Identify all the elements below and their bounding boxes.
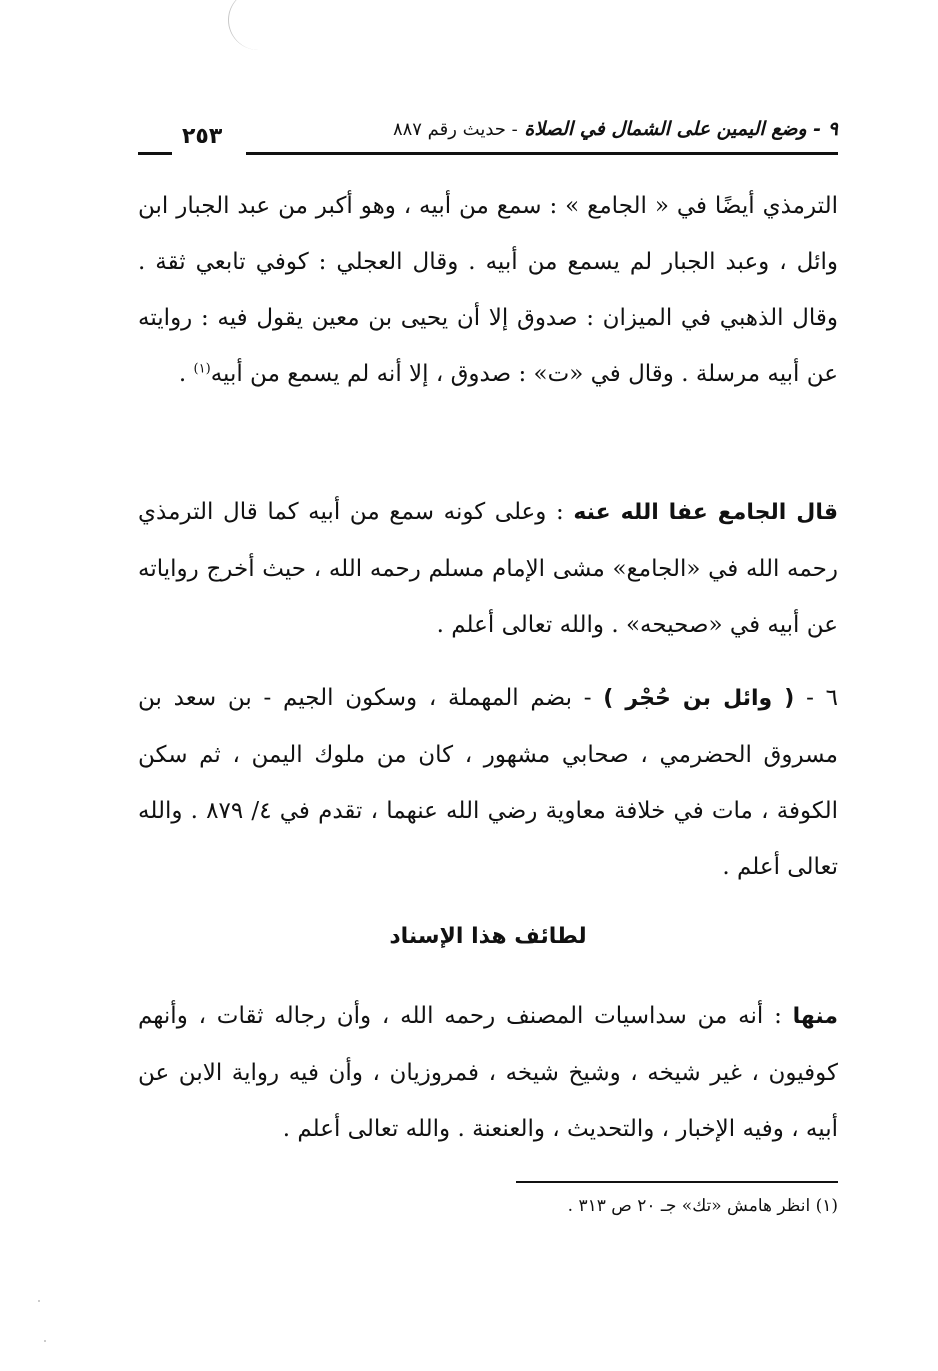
paragraph-1-end: .	[178, 361, 194, 387]
paragraph-2-text: : وعلى كونه سمع من أبيه كما قال الترمذي رحمه الله في «الجامع» مشى الإمام مسلم رحمه الله ، حيث أخرج رواياته عن أبيه في «صحيحه» . والله تعالى أعلم .	[138, 499, 838, 638]
scan-artifact	[228, 0, 289, 50]
paragraph-4	[138, 988, 838, 1157]
scan-speck	[38, 1300, 40, 1302]
paragraph-3	[138, 670, 838, 895]
header-title	[393, 118, 838, 140]
paragraph-4-lead: منها	[792, 1004, 838, 1029]
hadith-number: - حديث رقم ٨٨٧	[392, 119, 518, 140]
scan-speck	[44, 1340, 46, 1342]
paragraph-2	[138, 484, 838, 653]
paragraph-3-text: - بضم المهملة ، وسكون الجيم - بن سعد بن مسروق الحضرمي ، صحابي مشهور ، كان من ملوك اليمن ، ثم سكن الكوفة ، مات في خلافة معاوية رضي الله عنهما ، تقدم في ٤/ ٨٧٩ . والله تعالى أعلم .	[138, 685, 839, 880]
paragraph-2-lead: قال الجامع عفا الله عنه	[573, 500, 838, 525]
paragraph-3-number: ٦ -	[794, 685, 838, 711]
chapter-title: ٩ - وضع اليمين على الشمال في الصلاة	[524, 118, 838, 140]
running-header	[138, 112, 838, 162]
footnote-ref[interactable]: (١)	[193, 361, 211, 377]
footnote: (١) انظر هامش «تك» جـ ٢٠ ص ٣١٣ .	[567, 1196, 838, 1216]
page-number: ٢٥٣	[182, 124, 223, 149]
footnote-rule	[516, 1181, 838, 1183]
paragraph-1	[138, 178, 838, 402]
page-number-rule	[138, 152, 172, 155]
paragraph-1-text: الترمذي أيضًا في « الجامع » : سمع من أبيه ، وهو أكبر من عبد الجبار ابن وائل ، وعبد الجبار لم يسمع من أبيه . وقال العجلي : كوفي تابعي ثقة . وقال الذهبي في الميزان : صدوق إلا أن يحيى بن معين يقول فيه : روايته عن أبيه مرسلة . وقال في «ت» : صدوق ، إلا أنه لم يسمع من أبيه	[138, 193, 838, 387]
header-rule	[246, 152, 838, 155]
section-heading: لطائف هذا الإسناد	[389, 924, 587, 949]
narrator-name: ( وائل بن حُجْر )	[603, 686, 795, 711]
paragraph-4-text: : أنه من سداسيات المصنف رحمه الله ، وأن رجاله ثقات ، وأنهم كوفيون ، غير شيخه ، وشيخ شيخه ، فمروزيان ، وأن فيه رواية الابن عن أبيه ، وفيه الإخبار ، والتحديث ، والعنعنة . والله تعالى أعلم .	[138, 1003, 838, 1142]
